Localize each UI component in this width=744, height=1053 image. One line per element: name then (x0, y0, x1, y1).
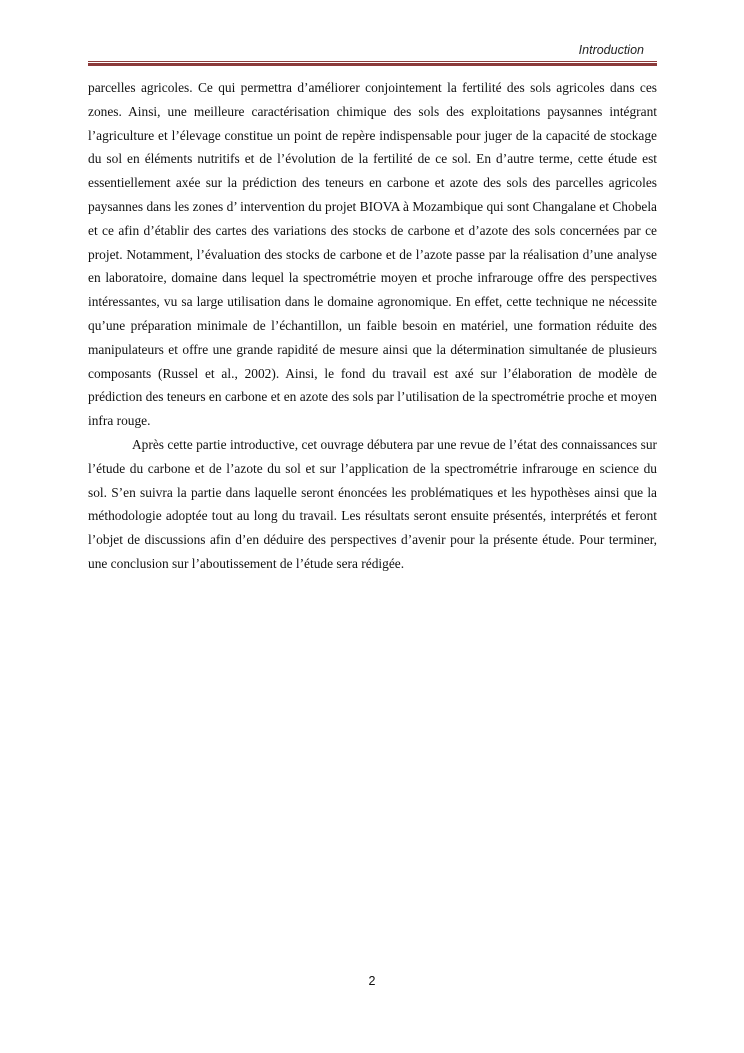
page-number: 2 (368, 974, 376, 988)
running-header-title: Introduction (578, 43, 644, 57)
header-rule (88, 61, 657, 66)
paragraph-outline: Après cette partie introductive, cet ouvrage débutera par une revue de l’état des connaissances sur l’étude du carbone et de l’azote du sol et sur l’application de la spectrométrie infrarouge en science du sol. S’en suivra la partie dans laquelle seront énoncées les problématiques et les hypothèses ainsi que la méthodologie adoptée tout au long du travail. Les résultats seront ensuite présentés, interprétés et feront l’objet de discussions afin d’en déduire des perspectives d’avenir pour la présente étude. Pour terminer, une conclusion sur l’aboutissement de l’étude sera rédigée. (88, 436, 657, 571)
body-text (88, 76, 657, 576)
paragraph-continuation: parcelles agricoles. Ce qui permettra d’améliorer conjointement la fertilité des sols agricoles dans ces zones. Ainsi, une meilleure caractérisation chimique des sols des exploitations paysannes intégrant l’agriculture et l’élevage constitue un point de repère indispensable pour juger de la capacité de stockage du sol en éléments nutritifs et de l’évolution de la fertilité de ce sol. En d’autre terme, cette étude est essentiellement axée sur la prédiction des teneurs en carbone et azote des sols des parcelles agricoles paysannes dans les zones d’ intervention du projet BIOVA à Mozambique qui sont Changalane et Chobela et ce afin d’établir des cartes des variations des stocks de carbone et d’azote des sols concernées par ce projet. Notamment, l’évaluation des stocks de carbone et de l’azote passe par la réalisation d’une analyse en laboratoire, domaine dans lequel la spectrométrie moyen et proche infrarouge offre des perspectives intéressantes, vu sa large utilisation dans le domaine agronomique. En effet, cette technique ne nécessite qu’une préparation minimale de l’échantillon, un faible besoin en matériel, une formation réduite des manipulateurs et offre une grande rapidité de mesure ainsi que la détermination simultanée de plusieurs composants (Russel et al., 2002). Ainsi, le fond du travail est axé sur l’élaboration de modèle de prédiction des teneurs en carbone et en azote des sols par l’utilisation de la spectrométrie proche et moyen infra rouge. (88, 80, 657, 429)
